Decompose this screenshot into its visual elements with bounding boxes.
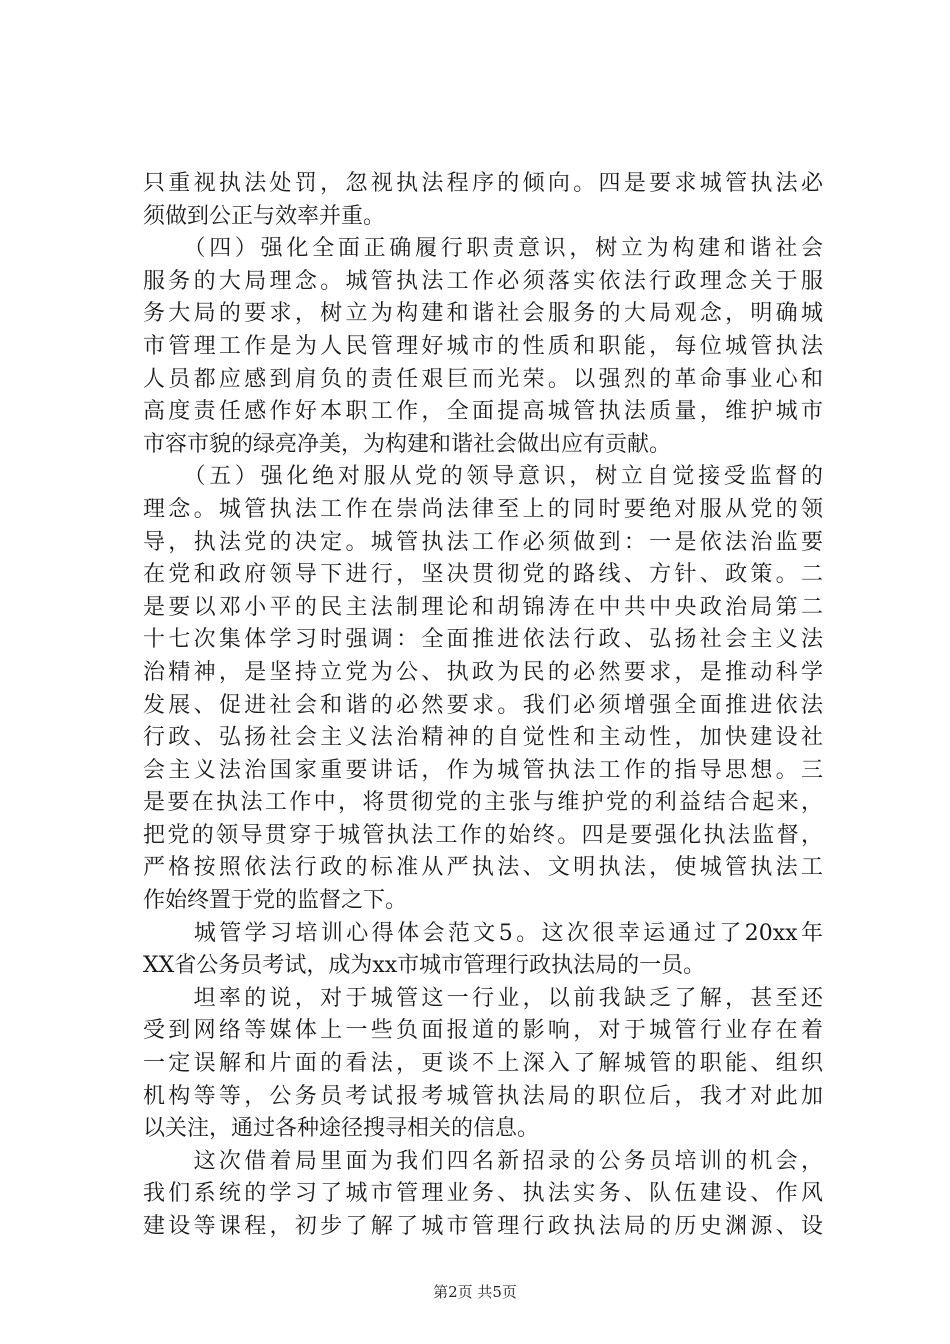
text-line: 是要以邓小平的民主法制理论和胡锦涛在中共中央政治局第二 [143, 594, 823, 620]
page-number: 第2页 共5页 [433, 1283, 517, 1301]
text-line: 只重视执法处罚，忽视执法程序的倾向。四是要求城管执法必 [143, 171, 823, 196]
text-line: 以关注，通过各种途径搜寻相关的信息。 [143, 1116, 540, 1142]
text-line: 坦率的说，对于城管这一行业，以前我缺乏了解，甚至还 [143, 985, 823, 1011]
text-line: 理念。城管执法工作在崇尚法律至上的同时要绝对服从党的领 [143, 496, 823, 522]
text-line: 这次借着局里面为我们四名新招录的公务员培训的机会， [143, 1148, 823, 1174]
text-line: 会主义法治国家重要讲话，作为城管执法工作的指导思想。三 [143, 757, 823, 783]
text-line: 在党和政府领导下进行，坚决贯彻党的路线、方针、政策。二 [143, 562, 823, 588]
text-line: 服务的大局理念。城管执法工作必须落实依法行政理念关于服 [143, 268, 823, 294]
text-line: 人员都应感到肩负的责任艰巨而光荣。以强烈的革命事业心和 [143, 366, 823, 392]
text-line: 建设等课程，初步了解了城市管理行政执法局的历史渊源、设 [143, 1214, 823, 1239]
text-line: 治精神，是坚持立党为公、执政为民的必然要求，是推动科学 [143, 659, 823, 685]
text-line: 严格按照依法行政的标准从严执法、文明执法，使城管执法工 [143, 855, 823, 881]
text-line: 我们系统的学习了城市管理业务、执法实务、队伍建设、作风 [143, 1181, 823, 1207]
text-line: 高度责任感作好本职工作，全面提高城管执法质量，维护城市 [143, 399, 823, 425]
document-body [143, 168, 823, 1244]
text-line: 发展、促进社会和谐的必然要求。我们必须增强全面推进依法 [143, 692, 823, 718]
text-line: 是要在执法工作中，将贯彻党的主张与维护党的利益结合起来， [143, 790, 823, 816]
text-line: 务大局的要求，树立为构建和谐社会服务的大局观念，明确城 [143, 301, 823, 327]
text-line: （五）强化绝对服从党的领导意识，树立自觉接受监督的 [143, 464, 823, 490]
text-line: 作始终置于党的监督之下。 [143, 888, 408, 914]
text-line: 把党的领导贯穿于城管执法工作的始终。四是要强化执法监督， [143, 822, 823, 848]
text-line: 受到网络等媒体上一些负面报道的影响，对于城管行业存在着 [143, 1018, 823, 1044]
text-line: XX省公务员考试，成为xx市城市管理行政执法局的一员。 [143, 953, 706, 979]
text-line: 导，执法党的决定。城管执法工作必须做到：一是依法治监要 [143, 529, 823, 555]
text-line: 市管理工作是为人民管理好城市的性质和职能，每位城管执法 [143, 333, 823, 359]
text-line: 十七次集体学习时强调：全面推进依法行政、弘扬社会主义法 [143, 627, 823, 653]
text-line: 须做到公正与效率并重。 [143, 203, 386, 229]
text-line: （四）强化全面正确履行职责意识，树立为构建和谐社会 [143, 236, 823, 262]
text-line: 机构等等，公务员考试报考城管执法局的职位后，我才对此加 [143, 1083, 823, 1109]
text-line: 城管学习培训心得体会范文5。这次很幸运通过了20xx年 [143, 920, 823, 946]
text-line: 市容市貌的绿亮净美，为构建和谐社会做出应有贡献。 [143, 431, 672, 457]
text-line: 行政、弘扬社会主义法治精神的自觉性和主动性，加快建设社 [143, 725, 823, 751]
text-line: 一定误解和片面的看法，更谈不上深入了解城管的职能、组织 [143, 1051, 823, 1077]
